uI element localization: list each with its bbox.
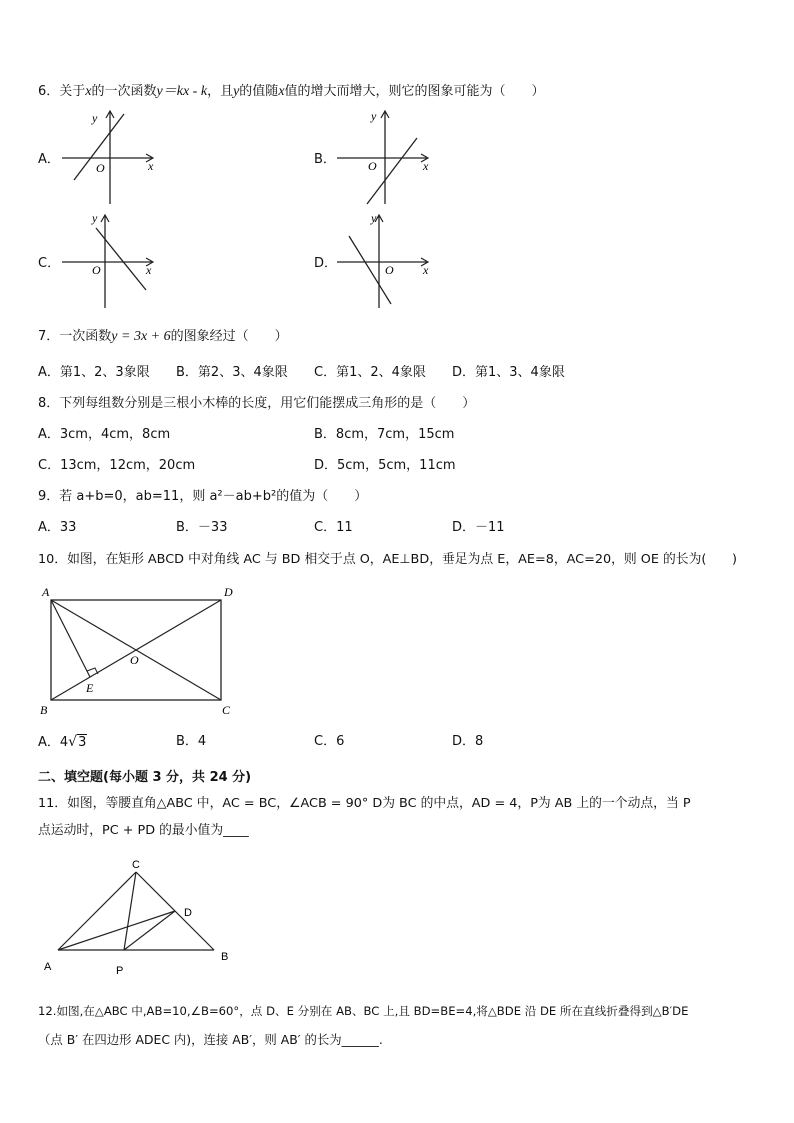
q7-equation: y = 3x + 6 xyxy=(111,329,171,344)
q8-stem: 8．下列每组数分别是三根小木棒的长度，用它们能摆成三角形的是（ ） xyxy=(38,396,476,411)
q10-label-o: O xyxy=(130,653,139,667)
q6-c-y-label: y xyxy=(92,212,98,225)
q10-sqrt-sign: √ xyxy=(68,734,78,750)
q6-option-d-graph xyxy=(335,212,435,312)
q6-option-a-key: A． xyxy=(38,152,60,167)
q8-option-c: C．13cm，12cm，20cm xyxy=(38,458,196,473)
q11-label-a: A xyxy=(44,961,52,973)
q6-text-2: 的一次函数 xyxy=(91,84,157,99)
q6-a-origin: O xyxy=(96,161,105,175)
q6-stem xyxy=(38,84,545,100)
q6-a-x-label: x xyxy=(148,159,154,173)
q12-stem-line-1: 12.如图,在△ABC 中,AB=10,∠B=60°，点 D、E 分别在 AB、BC 上,且 BD=BE=4,将△BDE 沿 DE 所在直线折叠得到△B′DE xyxy=(38,1004,689,1018)
q9-option-b: B．－33 xyxy=(176,520,228,535)
q6-d-y-label: y xyxy=(371,212,377,225)
q7-text-1: 一次函数 xyxy=(59,329,112,344)
q6-option-c-key: C． xyxy=(38,256,61,271)
q6-text-5: 值的增大而增大，则它的图象可能为（ ） xyxy=(284,84,545,99)
q10-label-b: B xyxy=(40,703,48,717)
q6-b-origin: O xyxy=(368,159,377,173)
q7-option-b: B．第2、3、4象限 xyxy=(176,365,288,380)
q7-stem xyxy=(38,329,288,345)
q7-number: 7． xyxy=(38,329,60,344)
q10-label-d: D xyxy=(224,585,233,599)
q11-label-b: B xyxy=(221,951,229,963)
q6-a-y-label: y xyxy=(92,111,98,125)
q11-label-p: P xyxy=(116,965,124,977)
q6-number: 6． xyxy=(38,84,60,99)
q10-label-a: A xyxy=(42,585,50,599)
q6-c-origin: O xyxy=(92,263,101,277)
q7-option-c: C．第1、2、4象限 xyxy=(314,365,426,380)
q6-d-origin: O xyxy=(385,263,394,277)
q6-option-b-key: B． xyxy=(314,152,336,167)
q7-text-2: 的图象经过（ ） xyxy=(170,329,288,344)
q10-option-a xyxy=(38,734,87,751)
q6-text-1: 关于 xyxy=(59,84,86,99)
q10-option-d: D．8 xyxy=(452,734,484,749)
q10-option-a-prefix: A．4 xyxy=(38,735,69,750)
q11-label-c: C xyxy=(132,859,140,871)
q8-option-b: B．8cm，7cm，15cm xyxy=(314,427,455,442)
q11-stem-line-1: 11．如图，等腰直角△ABC 中，AC = BC，∠ACB = 90° D为 BC 的中点，AD = 4，P为 AB 上的一个动点，当 P xyxy=(38,796,691,811)
q7-option-d: D．第1、3、4象限 xyxy=(452,365,565,380)
q6-text-4: 的值随 xyxy=(239,84,279,99)
q10-rectangle-figure xyxy=(36,580,246,718)
section-2-heading: 二、填空题(每小题 3 分，共 24 分) xyxy=(38,770,252,785)
q6-var-x: x xyxy=(85,84,92,99)
q10-option-b: B．4 xyxy=(176,734,207,749)
q11-label-d: D xyxy=(184,907,192,919)
q12-stem-line-2: （点 B′ 在四边形 ADEC 内)，连接 AB′，则 AB′ 的长为______. xyxy=(38,1032,383,1047)
q6-var-y: y xyxy=(233,84,240,99)
q10-option-c: C．6 xyxy=(314,734,345,749)
q6-option-c-graph xyxy=(60,212,160,312)
q6-c-x-label: x xyxy=(146,263,152,277)
q6-b-x-label: x xyxy=(423,159,429,173)
q6-equation: y＝kx - k xyxy=(156,84,208,99)
q10-label-e: E xyxy=(86,681,94,695)
q6-option-d-key: D． xyxy=(314,256,338,271)
q6-option-a-graph xyxy=(60,108,160,208)
q9-option-d: D．－11 xyxy=(452,520,505,535)
q6-b-y-label: y xyxy=(371,109,377,123)
q6-var-x2: x xyxy=(278,84,285,99)
q6-text-3: ，且 xyxy=(207,84,234,99)
q11-stem-line-2: 点运动时，PC + PD 的最小值为____ xyxy=(38,823,249,838)
q10-option-a-radicand: 3 xyxy=(78,735,87,750)
q10-label-c: C xyxy=(222,703,231,717)
q9-option-c: C．11 xyxy=(314,520,353,535)
q11-triangle-figure xyxy=(36,852,246,982)
q9-stem: 9．若 a+b=0，ab=11，则 a²－ab+b²的值为（ ） xyxy=(38,489,368,504)
q7-option-a: A．第1、2、3象限 xyxy=(38,365,150,380)
q8-option-d: D．5cm，5cm，11cm xyxy=(314,458,456,473)
q6-option-b-graph xyxy=(335,108,435,208)
q8-option-a: A．3cm，4cm，8cm xyxy=(38,427,171,442)
q10-stem: 10．如图，在矩形 ABCD 中对角线 AC 与 BD 相交于点 O，AE⊥BD，垂足为点 E，AE=8，AC=20，则 OE 的长为( ) xyxy=(38,552,737,567)
q9-option-a: A．33 xyxy=(38,520,77,535)
q6-d-x-label: x xyxy=(423,263,429,277)
